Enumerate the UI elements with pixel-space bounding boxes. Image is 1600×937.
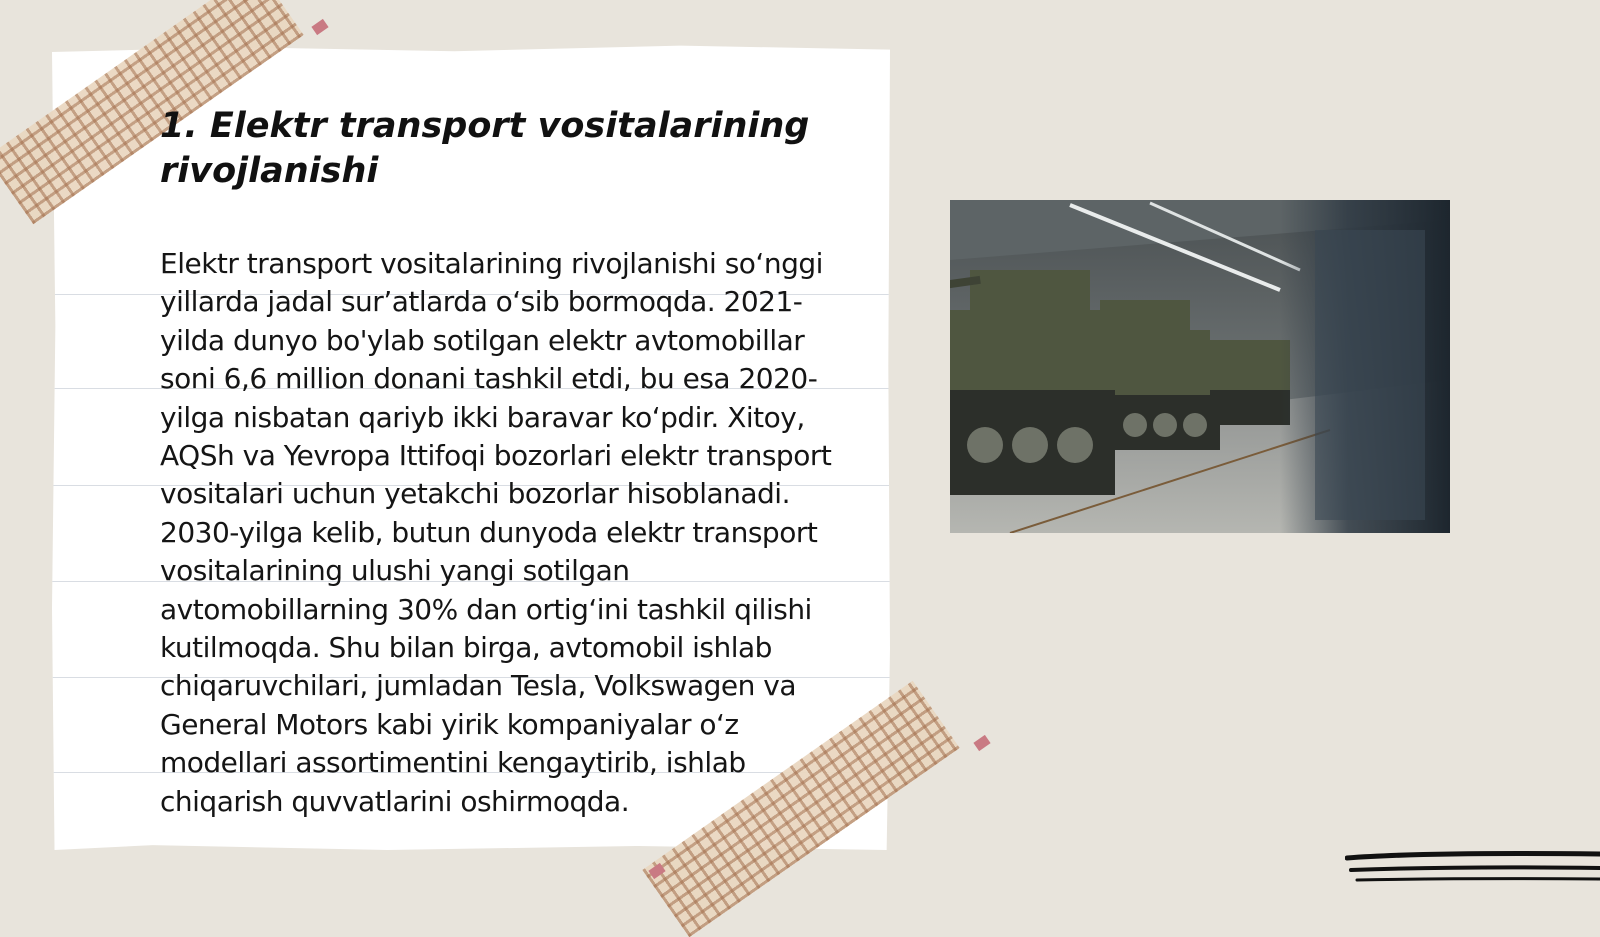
marker-strokes xyxy=(1345,846,1600,896)
body-paragraph: Elektr transport vositalarining rivojlanishi so‘nggi yillarda jadal sur’atlarda o‘sib bormoqda. 2021-yilda dunyo bo'ylab sotilgan elektr avtomobillar soni 6,6 million donani tashkil etdi, bu esa 2020-yilga nisbatan qariyb ikki baravar ko‘pdir. Xitoy, AQSh va Yevropa Ittifoqi bozorlari elektr transport vositalari uchun yetakchi bozorlar hisoblanadi. 2030-yilga kelib, butun dunyoda elektr transport vositalarining ulushi yangi sotilgan avtomobillarning 30% dan ortig‘ini tashkil qilishi kutilmoqda. Shu bilan birga, avtomobil ishlab chiqaruvchilari, jumladan Tesla, Volkswagen va General Motors kabi yirik kompaniyalar o‘z modellari assortimentini kengaytirib, ishlab chiqarish quvvatlarini oshirmoqda. xyxy=(160,247,832,818)
tape-tip xyxy=(973,735,990,751)
tape-tip xyxy=(311,19,328,35)
slide-title: 1. Elektr transport vositalarining rivojlanishi xyxy=(160,106,810,191)
tanks-in-hangar-icon xyxy=(950,200,1450,533)
tanks-photo xyxy=(950,200,1450,533)
